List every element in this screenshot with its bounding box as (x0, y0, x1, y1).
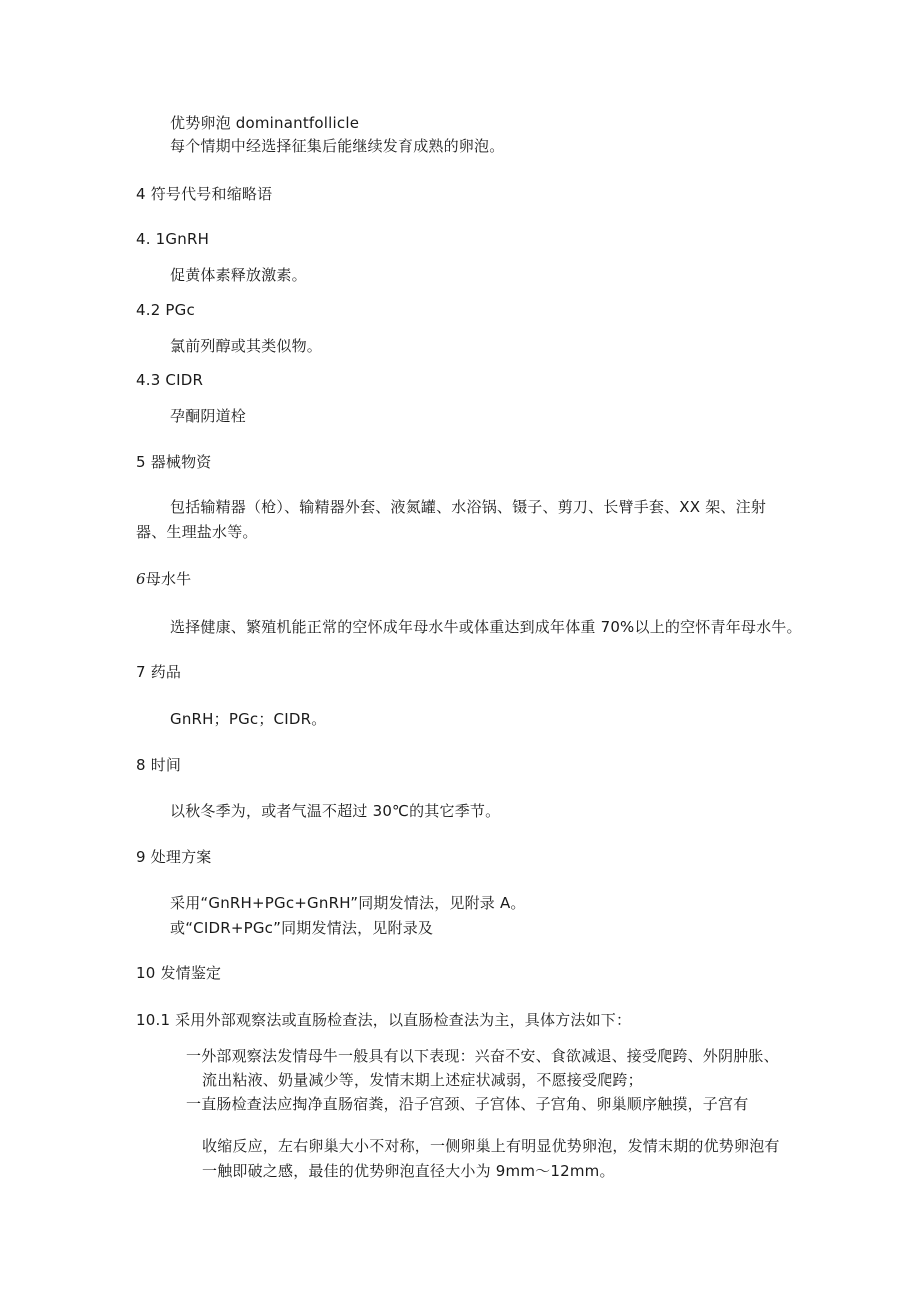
section-6-number: 6 (136, 570, 146, 588)
section-4-heading: 4 符号代号和缩略语 (136, 185, 273, 203)
section-4-2-text: 氯前列醇或其类似物。 (170, 337, 323, 355)
section-7-heading: 7 药品 (136, 663, 182, 681)
section-6-title: 母水牛 (145, 570, 192, 588)
section-6-heading (136, 569, 191, 589)
section-4-1-text: 促黄体素释放激素。 (170, 266, 307, 284)
definition-term: 优势卵泡 dominantfollicle (170, 114, 360, 132)
section-5-heading: 5 器械物资 (136, 453, 212, 471)
section-8-paragraph: 以秋冬季为，或者气温不超过 30℃的其它季节。 (170, 802, 501, 820)
section-10-heading: 10 发情鉴定 (136, 964, 222, 982)
section-9-paragraph-line-1: 采用“GnRH+PGc+GnRH”同期发情法，见附录 A。 (170, 894, 526, 912)
section-4-2-heading: 4.2 PGc (136, 301, 195, 319)
bullet-rectal-exam-line-3: 一触即破之感，最佳的优势卵泡直径大小为 9mm～12mm。 (202, 1162, 615, 1180)
bullet-external-observation-line-2: 流出粘液、奶量减少等，发情末期上述症状减弱，不愿接受爬跨； (202, 1071, 643, 1089)
bullet-rectal-exam-line-1: 一直肠检查法应掏净直肠宿粪，沿子宫颈、子宫体、子宫角、卵巢顺序触摸，子宫有 (186, 1095, 749, 1113)
definition-description: 每个情期中经选择征集后能继续发育成熟的卵泡。 (170, 137, 505, 155)
bullet-rectal-exam-line-2: 收缩反应，左右卵巢大小不对称，一侧卵巢上有明显优势卵泡，发情末期的优势卵泡有 (202, 1137, 780, 1155)
section-7-paragraph: GnRH；PGc；CIDR。 (170, 710, 327, 728)
section-9-paragraph-line-2: 或“CIDR+PGc”同期发情法，见附录及 (170, 919, 434, 937)
section-8-heading: 8 时间 (136, 756, 182, 774)
section-5-paragraph-line-1: 包括输精器（枪）、输精器外套、液氮罐、水浴锅、镊子、剪刀、长臂手套、XX 架、注射 (170, 498, 767, 516)
section-4-1-heading: 4. 1GnRH (136, 230, 210, 248)
section-9-heading: 9 处理方案 (136, 848, 212, 866)
section-4-3-text: 孕酮阴道栓 (170, 407, 247, 425)
bullet-external-observation-line-1: 一外部观察法发情母牛一般具有以下表现：兴奋不安、食欲减退、接受爬跨、外阴肿胀、 (186, 1047, 779, 1065)
section-4-3-heading: 4.3 CIDR (136, 371, 204, 389)
section-10-1-heading: 10.1 采用外部观察法或直肠检查法，以直肠检查法为主，具体方法如下： (136, 1011, 632, 1029)
section-6-paragraph: 选择健康、繁殖机能正常的空怀成年母水牛或体重达到成年体重 70%以上的空怀青年母水牛。 (170, 618, 802, 636)
section-5-paragraph-line-2: 器、生理盐水等。 (136, 523, 258, 541)
